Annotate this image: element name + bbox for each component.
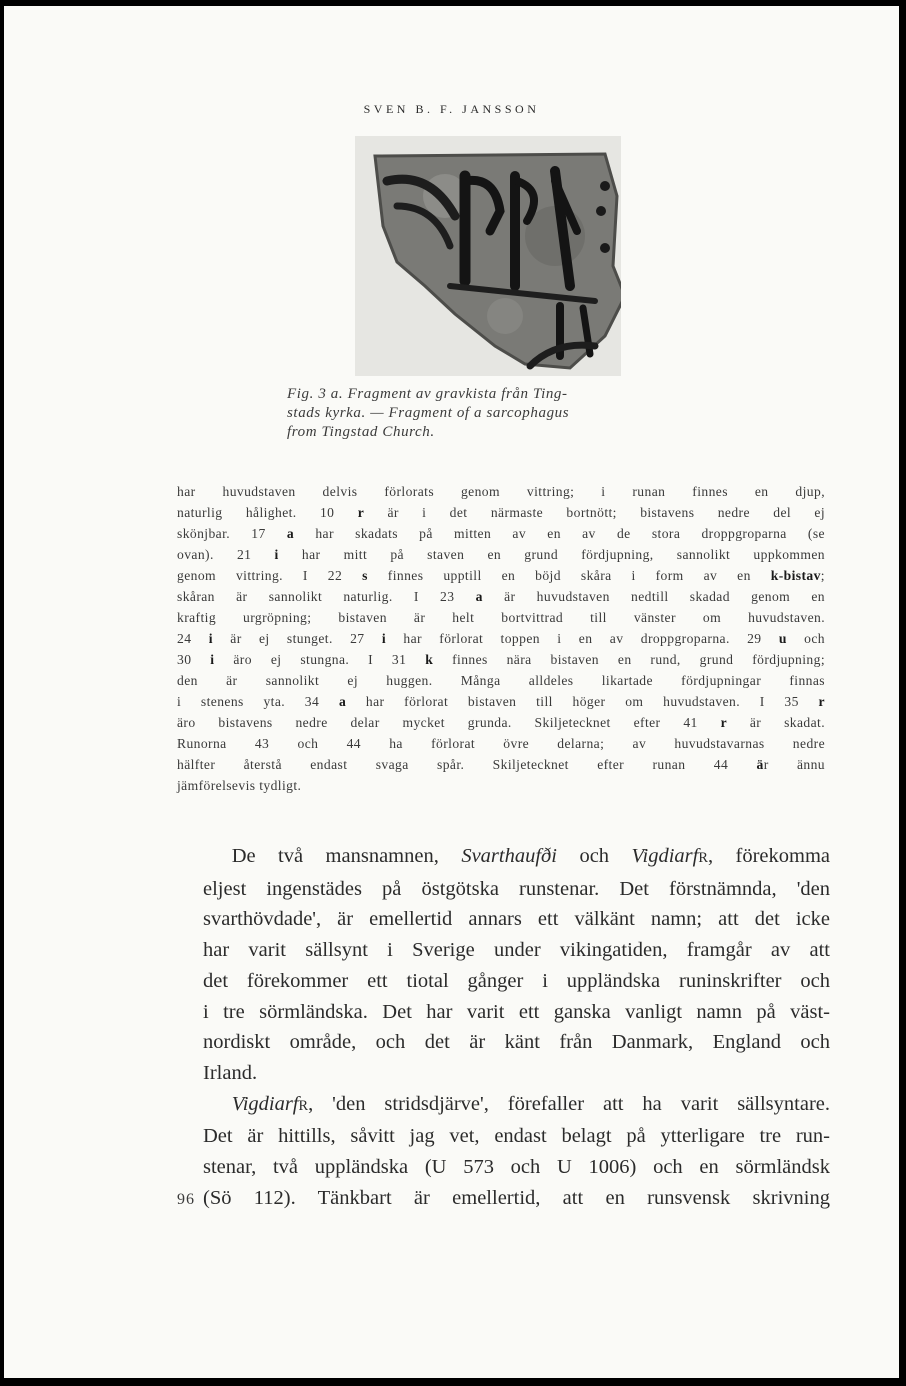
notes-line: den är sannolikt ej huggen. Många alldeles likartade fördjupningar finnas [177, 673, 825, 688]
notes-line: i stenens yta. 34 a har förlorat bistaven till höger om huvudstaven. I 35 r [177, 694, 825, 709]
body-line [203, 1089, 830, 1122]
figure-label: Fig. [287, 386, 314, 402]
body-line: Irland. [203, 1061, 258, 1084]
figure-caption [287, 385, 587, 442]
body-line: nordiskt område, och det är känt från Danmark, England och [203, 1031, 830, 1054]
notes-line: äro bistavens nedre delar mycket grunda. Skiljetecknet efter 41 r är skadat. [177, 715, 826, 730]
notes-line: 24 i är ej stunget. 27 i har förlorat toppen i en av droppgroparna. 29 u och [177, 631, 825, 646]
notes-line: hälfter återstå endast svaga spår. Skiljetecknet efter runan 44 är ännu [177, 757, 826, 772]
notes-line: genom vittring. I 22 s finnes upptill en böjd skåra i form av en k-bistav; [177, 568, 825, 583]
body-line: eljest ingenstädes på östgötska runstenar. Det förstnämnda, 'den [203, 877, 830, 900]
caption-english-1: Fragment of a sarcophagus [388, 405, 570, 421]
notes-line: jämförelsevis tydligt. [177, 778, 302, 793]
body-line: det förekommer ett tiotal gånger i uppländska runinskrifter och [203, 969, 830, 992]
name-vigdiarfr: VigdiarfR [631, 845, 708, 867]
caption-dash: — [370, 405, 385, 421]
body-text-fragment: , förekomma [707, 845, 831, 867]
stone-fragment-image [355, 136, 621, 376]
body-text [203, 841, 830, 1213]
body-line [203, 841, 830, 874]
body-line: i tre sörmländska. Det har varit ett ganska vanligt namn på väst- [203, 1000, 830, 1023]
figure-sarcophagus-fragment-photo [355, 136, 621, 376]
body-line: stenar, två uppländska (U 573 och U 1006) och en sörmländsk [203, 1156, 830, 1179]
notes-line: har huvudstaven delvis förlorats genom vittring; i runan finnes en djup, [177, 484, 825, 499]
body-text-fragment: De två mansnamnen, [231, 845, 439, 867]
figure-number: 3 a. [318, 386, 344, 402]
notes-line: naturlig hålighet. 10 r är i det närmaste bortnött; bistavens nedre del ej [177, 505, 826, 520]
notes-line: ovan). 21 i har mitt på staven en grund fördjupning, sannolikt uppkommen [177, 547, 825, 562]
notes-line: 30 i äro ej stungna. I 31 k finnes nära bistaven en rund, grund fördjupning; [177, 652, 825, 667]
page-number: 96 [177, 1191, 195, 1208]
notes-line: skönjbar. 17 a har skadats på mitten av en av de stora droppgroparna (se [177, 526, 825, 541]
name-vigdiarfr: VigdiarfR [231, 1092, 309, 1115]
running-head: SVEN B. F. JANSSON [363, 102, 540, 116]
runic-notes-paragraph [177, 481, 825, 796]
body-line: Det är hittills, såvitt jag vet, endast belagt på ytterligare tre run- [203, 1125, 830, 1148]
notes-line: skåran är sannolikt naturlig. I 23 a är huvudstaven nedtill skadad genom en [177, 589, 826, 604]
caption-english-2: from Tingstad Church. [287, 424, 435, 440]
name-svarthaufdi: Svarthaufði [461, 845, 557, 867]
page [4, 6, 899, 1378]
body-line: (Sö 112). Tänkbart är emellertid, att en runsvensk skrivning [203, 1186, 830, 1209]
body-text-fragment: , 'den stridsdjärve', förefaller att ha varit sällsyntare. [308, 1092, 830, 1115]
body-text-fragment: och [579, 845, 610, 867]
caption-swedish-2: stads kyrka. [287, 405, 366, 421]
notes-line: Runorna 43 och 44 ha förlorat övre delarna; av huvudstavarnas nedre [177, 736, 825, 751]
caption-swedish-1: Fragment av gravkista från Ting- [347, 386, 568, 402]
body-line: har varit sällsynt i Sverige under vikingatiden, framgår av att [203, 939, 830, 962]
notes-line: kraftig urgröpning; bistaven är helt bortvittrad till vänster om huvudstaven. [177, 610, 825, 625]
body-line: svarthövdade', är emellertid annars ett välkänt namn; att det icke [203, 908, 830, 931]
